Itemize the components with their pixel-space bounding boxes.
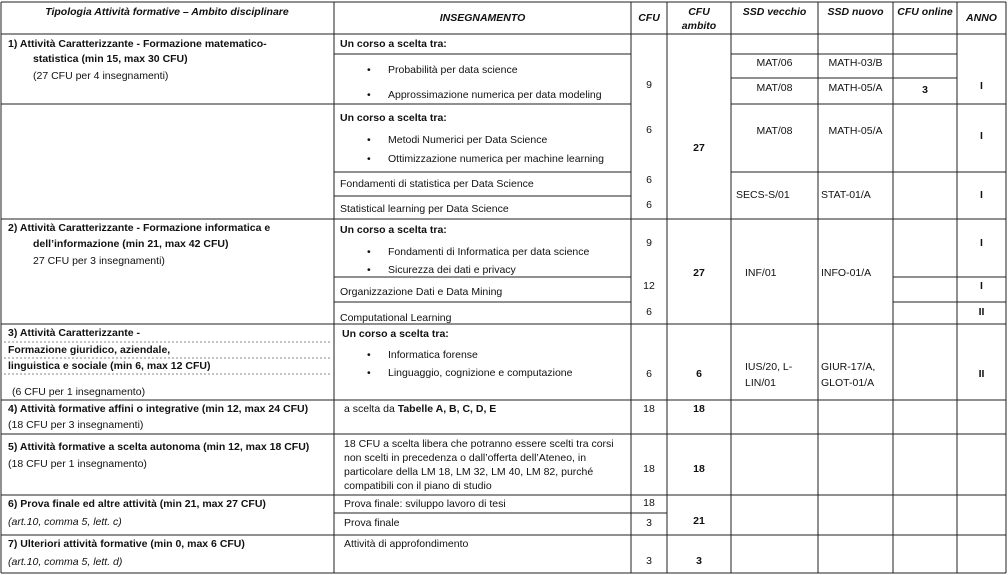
s3-ssd-old-line2: LIN/01 [745,377,776,389]
s3-ssd-new-line2: GLOT-01/A [821,377,875,389]
s6-row2-name: Prova finale [344,517,400,529]
s3-group-item1: • Informatica forense [388,349,478,362]
s5-cfu-ambito: 18 [693,463,705,475]
s2-note: 27 CFU per 3 insegnamenti) [33,255,165,267]
s1-group1-cfu-online: 3 [922,84,928,96]
s7-title: 7) Ulteriori attività formative (min 0, max 6 CFU) [8,538,245,550]
s7-note: (art.10, comma 5, lett. d) [8,556,123,568]
s2-ssd-old: INF/01 [745,267,777,279]
s3-ssd-old-line1: IUS/20, L- [745,361,793,373]
header-cfu-ambito-line2: ambito [681,20,717,32]
s5-desc-line4: compatibili con il piano di studio [344,480,492,492]
s6-row1-name: Prova finale: sviluppo lavoro di tesi [344,498,506,510]
s5-note: (18 CFU per 1 insegnamento) [8,458,147,470]
s2-cfu-ambito: 27 [693,267,705,279]
s6-note: (art.10, comma 5, lett. c) [8,516,122,528]
header-ssd-vecchio: SSD vecchio [742,6,807,18]
header-cfu-online: CFU online [897,6,953,18]
s1-group2-ssd-old: MAT/08 [756,125,793,137]
s3-note: (6 CFU per 1 insegnamento) [12,386,146,398]
s2-group-cfu: 9 [646,237,652,249]
header-ssd-nuovo: SSD nuovo [827,6,884,18]
s1-group2-heading: Un corso a scelta tra: [340,112,447,124]
s1-group1-cfu: 9 [646,79,652,91]
s5-cfu: 18 [643,463,655,475]
s1-rows34-anno: I [980,189,983,201]
s1-row4-cfu: 6 [646,199,652,211]
s2-title-line1: 2) Attività Caratterizzante - Formazione informatica e [8,222,271,234]
s4-cfu-ambito: 18 [693,403,705,415]
s3-title-line3: linguistica e sociale (min 6, max 12 CFU) [8,360,211,372]
s1-cfu-ambito: 27 [693,142,705,154]
s3-anno: II [978,368,985,380]
s4-description-prefix: a scelta da [344,403,398,415]
s2-row2-cfu: 12 [643,280,655,292]
s3-ssd-new-line1: GIUR-17/A, [821,361,876,373]
s5-desc-line3: particolare della LM 18, LM 32, LM 40, LM 82, purché [344,466,594,478]
s1-row3-name: Fondamenti di statistica per Data Science [340,178,534,190]
s1-title-line2: statistica (min 15, max 30 CFU) [33,53,188,65]
s6-title: 6) Prova finale ed altre attività (min 21, max 27 CFU) [8,498,266,510]
s7-cfu-ambito: 3 [696,555,702,567]
s6-row2-cfu: 3 [646,517,652,529]
s1-group1-item1: • Probabilità per data science [388,64,518,77]
s4-cfu: 18 [643,403,655,415]
s6-row1-cfu: 18 [643,497,655,509]
s1-row3-cfu: 6 [646,174,652,186]
s4-title: 4) Attività formative affini o integrative (min 12, max 24 CFU) [8,403,309,415]
s3-group-item2: • Linguaggio, cognizione e computazione [388,367,572,380]
s1-group2-item1: • Metodi Numerici per Data Science [388,134,547,147]
s1-group1-heading: Un corso a scelta tra: [340,38,447,50]
s2-ssd-new: INFO-01/A [821,267,872,279]
s2-title-line2: dell’informazione (min 21, max 42 CFU) [33,238,229,250]
s1-note: (27 CFU per 4 insegnamenti) [33,70,169,82]
s6-cfu-ambito: 21 [693,515,705,527]
s5-title: 5) Attività formative a scelta autonoma (min 12, max 18 CFU) [8,441,310,453]
s1-rows34-ssd-old: SECS-S/01 [736,189,790,201]
header-insegnamento: INSEGNAMENTO [439,12,526,24]
s1-title-line1: 1) Attività Caratterizzante - Formazione matematico- [8,38,267,50]
s1-group1-ssd-old-2: MAT/08 [756,82,793,94]
s2-row3-anno: II [978,306,985,318]
s5-desc-line1: 18 CFU a scelta libera che potranno essere scelti tra corsi [344,438,614,450]
s7-cfu: 3 [646,555,652,567]
s1-group1-ssd-new-2: MATH-05/A [828,82,883,94]
s3-title-line1: 3) Attività Caratterizzante - [8,327,141,339]
s1-group1-ssd-new-1: MATH-03/B [828,57,883,69]
s1-group2-anno: I [980,130,983,142]
s4-note: (18 CFU per 3 insegnamenti) [8,419,144,431]
s2-row3-name: Computational Learning [340,312,452,324]
s1-group1-ssd-old-1: MAT/06 [756,57,793,69]
s4-description-tables: Tabelle A, B, C, D, E [397,403,497,415]
s2-group-item2: • Sicurezza dei dati e privacy [388,264,516,277]
s2-group-heading: Un corso a scelta tra: [340,224,447,236]
s7-name: Attività di approfondimento [344,538,469,550]
s2-group-anno: I [980,237,983,249]
s2-row2-anno: I [980,280,983,292]
s1-group2-ssd-new: MATH-05/A [828,125,883,137]
s3-cfu-ambito: 6 [696,368,702,380]
s1-row4-name: Statistical learning per Data Science [340,203,509,215]
header-cfu-ambito-line1: CFU [688,6,710,18]
s1-group1-anno: I [980,80,983,92]
s2-group-item1: • Fondamenti di Informatica per data science [388,246,589,259]
s3-group-heading: Un corso a scelta tra: [342,328,449,340]
header-cfu: CFU [638,12,660,24]
header-tipologia: Tipologia Attività formative – Ambito disciplinare [45,6,289,18]
s5-desc-line2: non scelti in precedenza o dall’offerta dell’Ateneo, in [344,452,587,464]
s1-group1-item2: • Approssimazione numerica per data modeling [388,89,602,102]
header-anno: ANNO [966,12,997,24]
s3-cfu: 6 [646,368,652,380]
s2-row2-name: Organizzazione Dati e Data Mining [340,286,503,298]
s4-description [344,403,496,416]
s1-rows34-ssd-new: STAT-01/A [821,189,871,201]
s2-row3-cfu: 6 [646,306,652,318]
s3-title-line2: Formazione giuridico, aziendale, [8,344,171,356]
s1-group2-item2: • Ottimizzazione numerica per machine learning [388,153,604,166]
s1-group2-cfu: 6 [646,124,652,136]
